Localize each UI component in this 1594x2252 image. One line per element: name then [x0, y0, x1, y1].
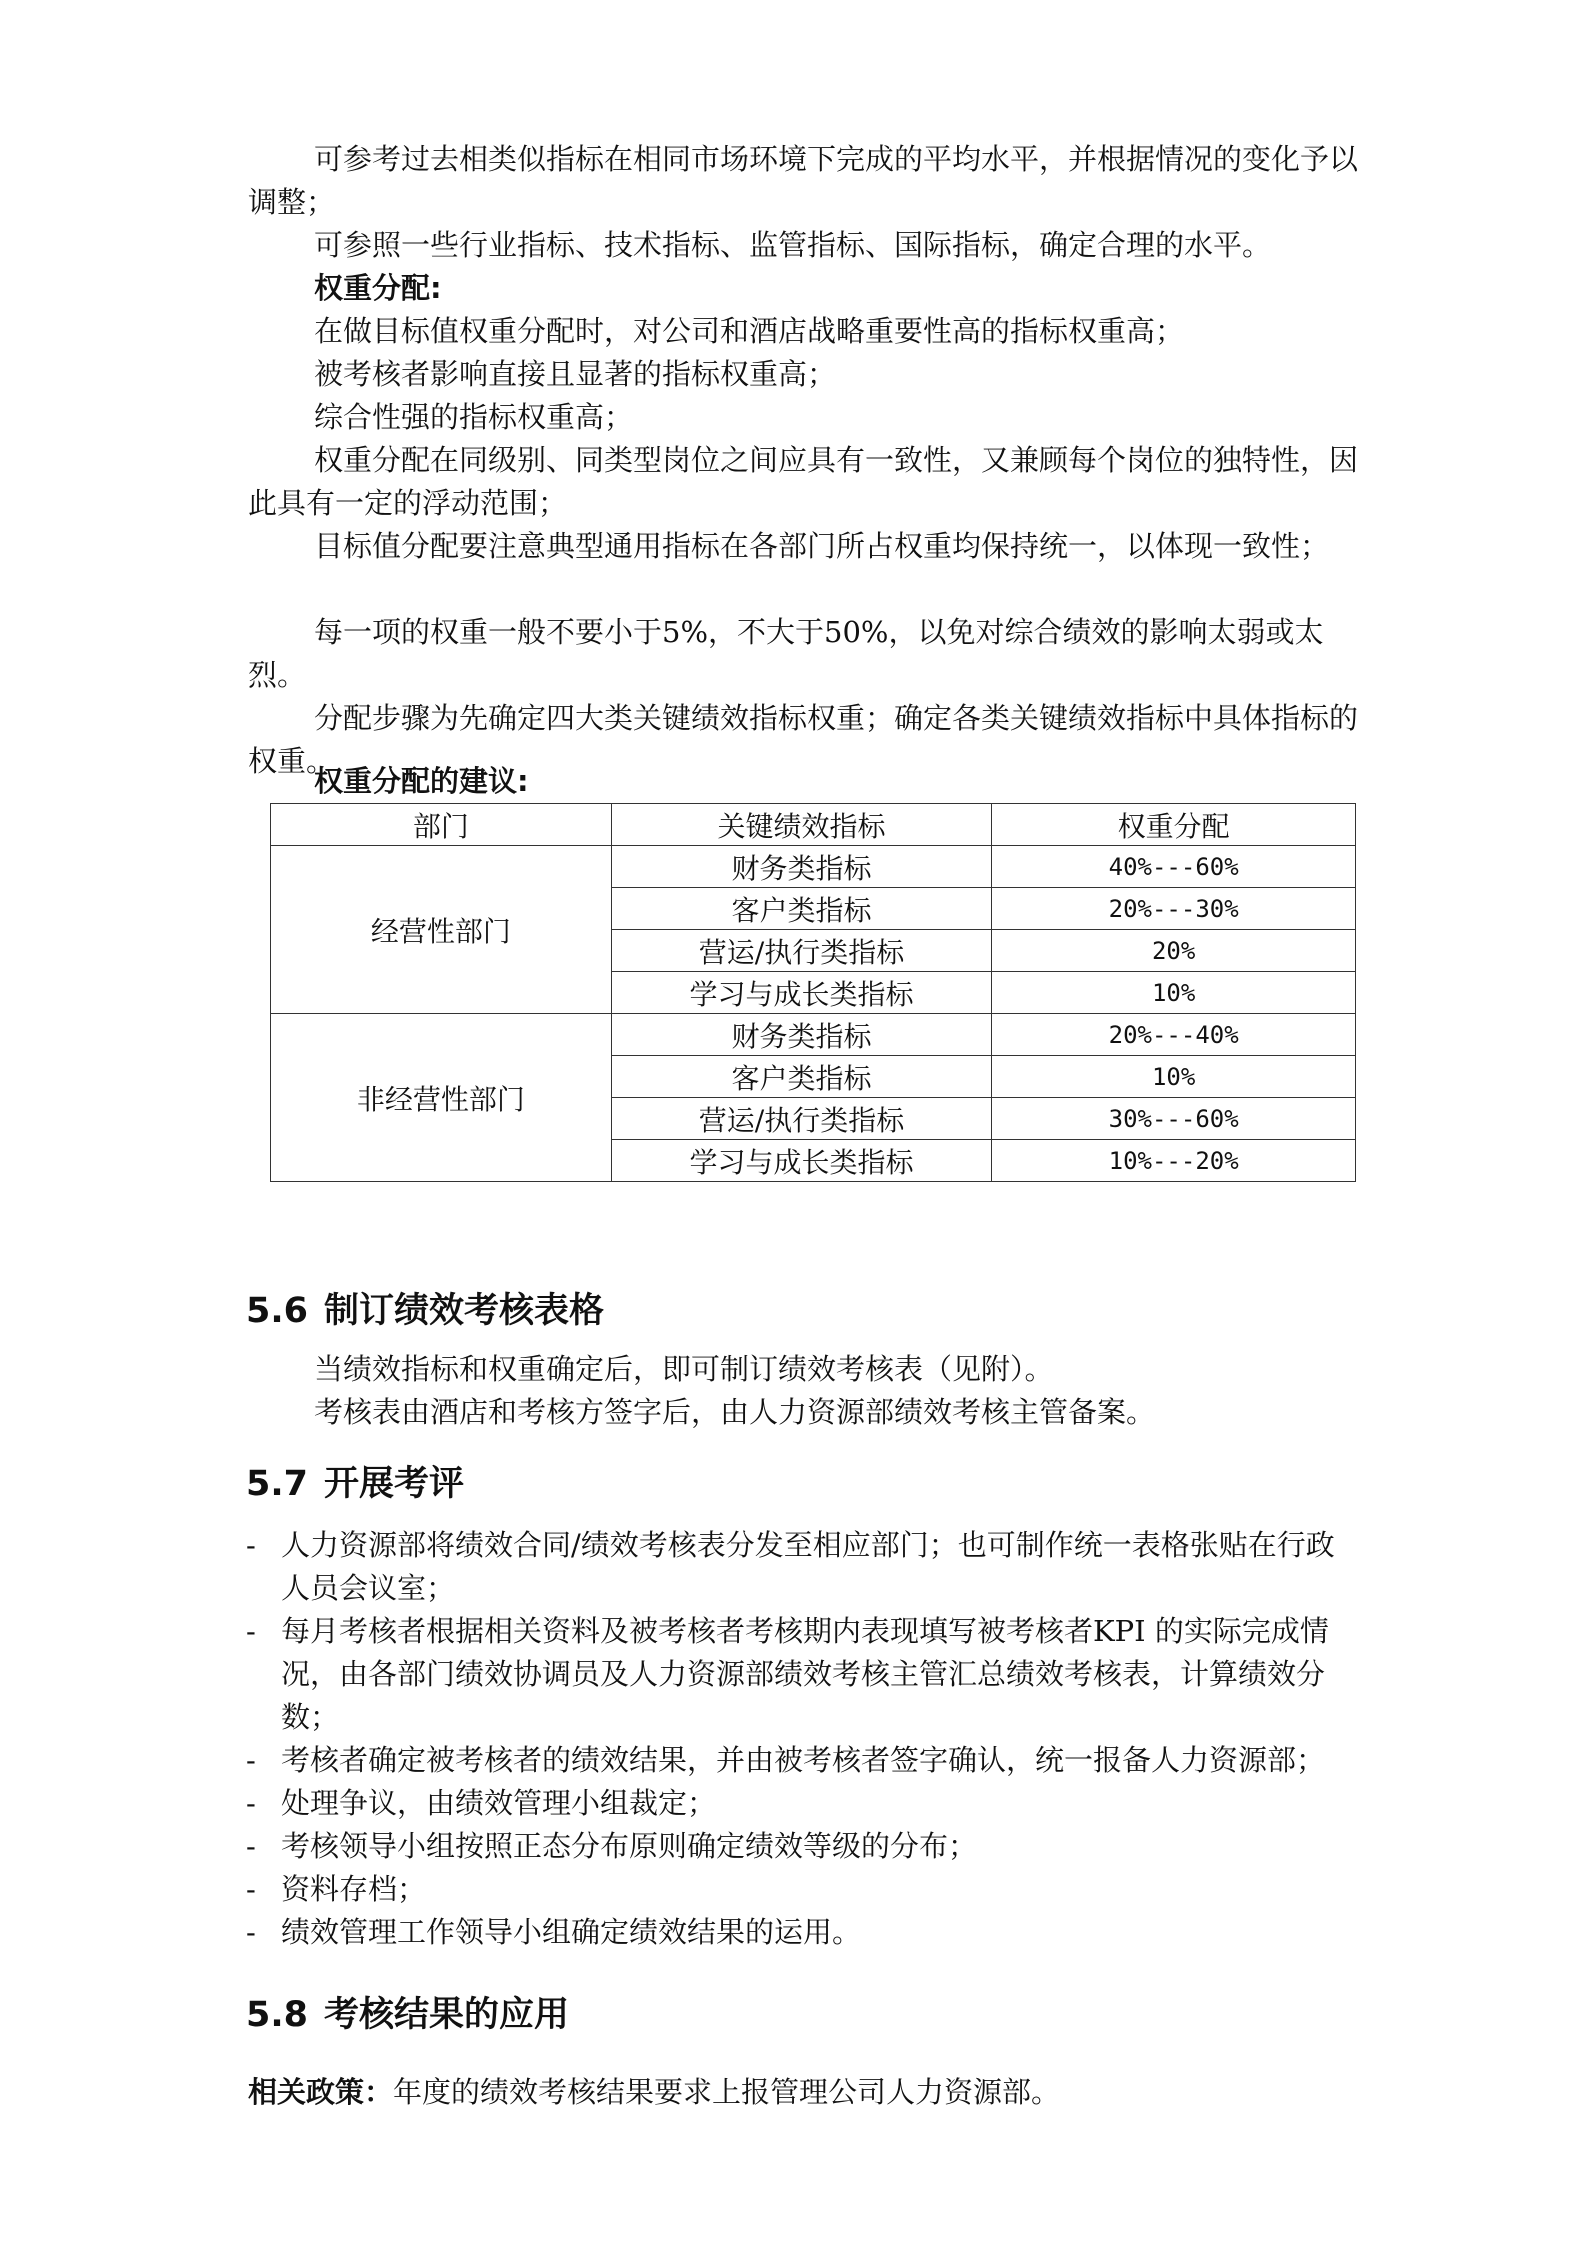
intro-paragraph-2: 可参照一些行业指标、技术指标、监管指标、国际指标，确定合理的水平。: [314, 228, 1272, 262]
weight-cell: 20%---30%: [992, 888, 1356, 930]
section-5-6-heading: [246, 1286, 604, 1336]
weight-cell: 20%---40%: [992, 1014, 1356, 1056]
section-title: 制订绩效考核表格: [324, 1291, 605, 1331]
dash-bullet: -: [246, 1829, 256, 1863]
weight-item-3: 综合性强的指标权重高；: [314, 400, 634, 434]
department-cell: 经营性部门: [271, 846, 612, 1014]
list-item-text: 处理争议，由绩效管理小组裁定；: [281, 1786, 717, 1820]
weight-item-7: 分配步骤为先确定四大类关键绩效指标权重；确定各类关键绩效指标中具体指标的权重。: [248, 701, 1359, 778]
list-item-text: 绩效管理工作领导小组确定绩效结果的运用。: [281, 1915, 862, 1949]
weight-cell: 30%---60%: [992, 1098, 1356, 1140]
list-item: [246, 1782, 1358, 1825]
list-item: [246, 1911, 1358, 1954]
kpi-cell: 客户类指标: [611, 1056, 992, 1098]
section-title: 考核结果的应用: [324, 1995, 570, 2035]
dash-bullet: -: [246, 1528, 256, 1562]
kpi-cell: 财务类指标: [611, 1014, 992, 1056]
weight-cell: 10%: [992, 972, 1356, 1014]
weight-allocation-table: [270, 803, 1356, 1182]
evaluation-steps-list: [246, 1524, 1358, 1954]
section-5-6-paragraph-2: 考核表由酒店和考核方签字后，由人力资源部绩效考核主管备案。: [314, 1395, 1156, 1429]
table-header-department: 部门: [271, 804, 612, 846]
table-header-row: [271, 804, 1356, 846]
weight-item-4: 权重分配在同级别、同类型岗位之间应具有一致性，又兼顾每个岗位的独特性，因此具有一定的浮动范围；: [248, 443, 1359, 520]
policy-label: 相关政策：: [248, 2075, 394, 2109]
list-item-text: 资料存档；: [281, 1872, 427, 1906]
table-header-weight: 权重分配: [992, 804, 1356, 846]
weight-item-2: 被考核者影响直接且显著的指标权重高；: [314, 357, 837, 391]
list-item: [246, 1868, 1358, 1911]
section-title: 开展考评: [324, 1464, 465, 1504]
dash-bullet: -: [246, 1872, 256, 1906]
intro-paragraph-1: 可参考过去相类似指标在相同市场环境下完成的平均水平，并根据情况的变化予以调整；: [248, 142, 1359, 219]
weight-item-5: 目标值分配要注意典型通用指标在各部门所占权重均保持统一，以体现一致性；: [314, 529, 1330, 563]
weight-heading: 权重分配:: [314, 271, 442, 305]
kpi-cell: 学习与成长类指标: [611, 972, 992, 1014]
kpi-cell: 客户类指标: [611, 888, 992, 930]
weight-item-6: 每一项的权重一般不要小于5%，不大于50%，以免对综合绩效的影响太弱或太烈。: [248, 615, 1324, 692]
kpi-cell: 营运/执行类指标: [611, 930, 992, 972]
policy-paragraph: [248, 2071, 1060, 2114]
list-item: [246, 1739, 1358, 1782]
list-item-text: 每月考核者根据相关资料及被考核者考核期内表现填写被考核者KPI 的实际完成情况，由各部门绩效协调员及人力资源部绩效考核主管汇总绩效考核表，计算绩效分数；: [281, 1614, 1329, 1734]
list-item-text: 人力资源部将绩效合同/绩效考核表分发至相应部门；也可制作统一表格张贴在行政人员会议室；: [281, 1528, 1335, 1605]
weight-cell: 20%: [992, 930, 1356, 972]
section-number: 5.6: [246, 1291, 309, 1331]
section-5-6-paragraph-1: 当绩效指标和权重确定后，即可制订绩效考核表（见附）。: [314, 1352, 1054, 1386]
table-row: [271, 846, 1356, 888]
table-row: [271, 1014, 1356, 1056]
weight-suggestion-heading: 权重分配的建议:: [314, 764, 529, 798]
dash-bullet: -: [246, 1915, 256, 1949]
kpi-cell: 财务类指标: [611, 846, 992, 888]
dash-bullet: -: [246, 1614, 256, 1648]
section-5-7-heading: [246, 1459, 464, 1509]
list-item: [246, 1524, 1358, 1610]
department-cell: 非经营性部门: [271, 1014, 612, 1182]
weight-item-1: 在做目标值权重分配时，对公司和酒店战略重要性高的指标权重高；: [314, 314, 1185, 348]
table-header-kpi: 关键绩效指标: [611, 804, 992, 846]
kpi-cell: 营运/执行类指标: [611, 1098, 992, 1140]
section-5-8-heading: [246, 1990, 569, 2040]
list-item: [246, 1610, 1358, 1739]
list-item-text: 考核领导小组按照正态分布原则确定绩效等级的分布；: [281, 1829, 978, 1863]
section-number: 5.7: [246, 1464, 309, 1504]
section-number: 5.8: [246, 1995, 309, 2035]
dash-bullet: -: [246, 1786, 256, 1820]
kpi-cell: 学习与成长类指标: [611, 1140, 992, 1182]
dash-bullet: -: [246, 1743, 256, 1777]
policy-text: 年度的绩效考核结果要求上报管理公司人力资源部。: [393, 2075, 1061, 2109]
weight-cell: 10%---20%: [992, 1140, 1356, 1182]
list-item-text: 考核者确定被考核者的绩效结果，并由被考核者签字确认，统一报备人力资源部；: [281, 1743, 1326, 1777]
weight-cell: 10%: [992, 1056, 1356, 1098]
list-item: [246, 1825, 1358, 1868]
weight-cell: 40%---60%: [992, 846, 1356, 888]
